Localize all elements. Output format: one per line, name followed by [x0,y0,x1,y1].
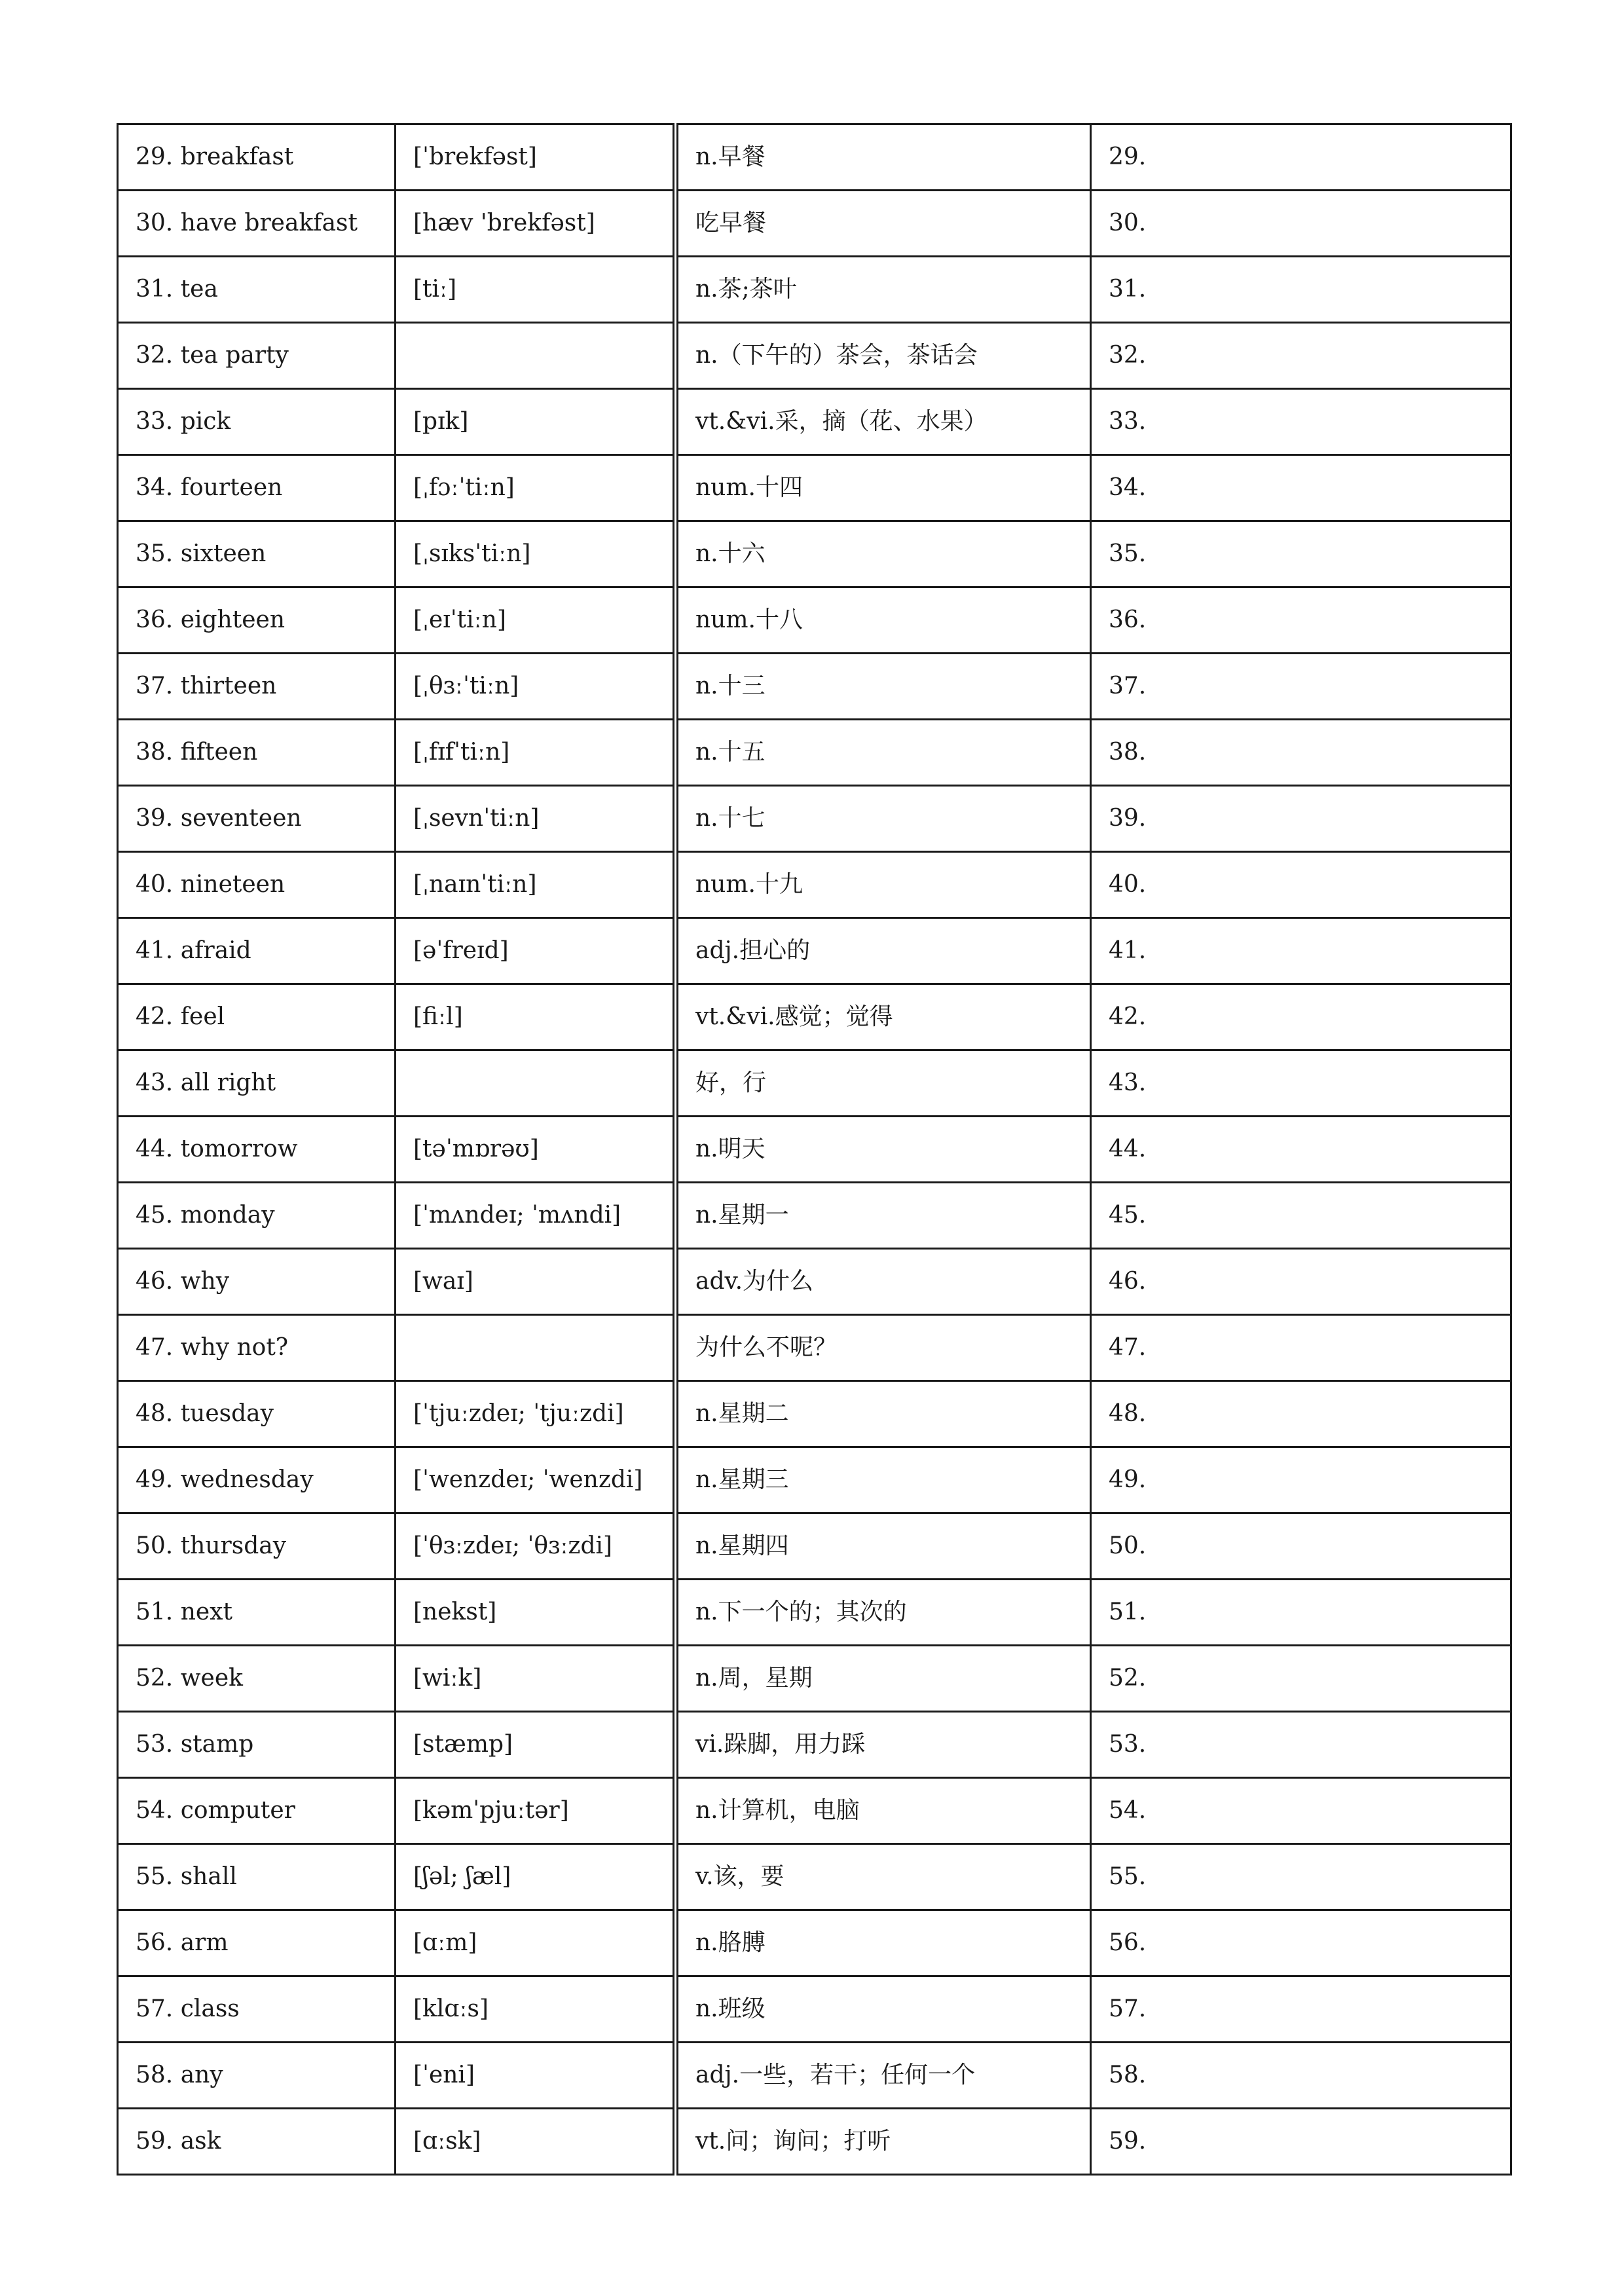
table-row [118,1050,1511,1117]
meaning-cell: n.茶;茶叶 [676,257,1091,323]
phonetic-cell: [kəmˈpjuːtər] [396,1778,676,1844]
word-cell: 42. feel [118,984,396,1050]
word-cell: 44. tomorrow [118,1117,396,1183]
table-row [118,654,1511,720]
answer-number-cell: 31. [1091,257,1511,323]
table-row [118,2043,1511,2109]
phonetic-cell: [əˈfreɪd] [396,918,676,984]
table-row [118,389,1511,455]
phonetic-cell: [hæv 'brekfəst] [396,191,676,257]
table-row [118,918,1511,984]
phonetic-cell: [ˌeɪˈtiːn] [396,587,676,654]
meaning-cell: n.明天 [676,1117,1091,1183]
word-cell: 56. arm [118,1910,396,1976]
word-cell: 39. seventeen [118,786,396,852]
word-cell: 59. ask [118,2109,396,2175]
word-cell: 53. stamp [118,1712,396,1778]
meaning-cell: vt.&vi.采，摘（花、水果） [676,389,1091,455]
phonetic-cell: [ˌsɪksˈtiːn] [396,521,676,587]
answer-number-cell: 33. [1091,389,1511,455]
meaning-cell: n.星期三 [676,1447,1091,1513]
meaning-cell: 好，行 [676,1050,1091,1117]
phonetic-cell: [ˌsevnˈtiːn] [396,786,676,852]
answer-number-cell: 49. [1091,1447,1511,1513]
word-cell: 29. breakfast [118,124,396,191]
phonetic-cell: [ˈeni] [396,2043,676,2109]
phonetic-cell: [stæmp] [396,1712,676,1778]
answer-number-cell: 34. [1091,455,1511,521]
table-row [118,1712,1511,1778]
table-row [118,124,1511,191]
answer-number-cell: 35. [1091,521,1511,587]
answer-number-cell: 45. [1091,1183,1511,1249]
table-row [118,1580,1511,1646]
table-row [118,1910,1511,1976]
word-cell: 34. fourteen [118,455,396,521]
meaning-cell: 吃早餐 [676,191,1091,257]
phonetic-cell [396,1050,676,1117]
answer-number-cell: 32. [1091,323,1511,389]
word-cell: 55. shall [118,1844,396,1910]
phonetic-cell: [ˈθɜːzdeɪ; ˈθɜːzdi] [396,1513,676,1580]
answer-number-cell: 46. [1091,1249,1511,1315]
word-cell: 47. why not? [118,1315,396,1381]
vocabulary-table-body [118,124,1511,2175]
phonetic-cell: [ˌfɪfˈtiːn] [396,720,676,786]
table-row [118,1447,1511,1513]
phonetic-cell: [waɪ] [396,1249,676,1315]
answer-number-cell: 36. [1091,587,1511,654]
table-row [118,1646,1511,1712]
meaning-cell: n.十三 [676,654,1091,720]
answer-number-cell: 59. [1091,2109,1511,2175]
word-cell: 30. have breakfast [118,191,396,257]
answer-number-cell: 52. [1091,1646,1511,1712]
phonetic-cell: [ˌfɔːˈtiːn] [396,455,676,521]
answer-number-cell: 51. [1091,1580,1511,1646]
word-cell: 46. why [118,1249,396,1315]
table-row [118,1513,1511,1580]
meaning-cell: n.早餐 [676,124,1091,191]
meaning-cell: n.十五 [676,720,1091,786]
answer-number-cell: 39. [1091,786,1511,852]
meaning-cell: n.计算机，电脑 [676,1778,1091,1844]
word-cell: 37. thirteen [118,654,396,720]
word-cell: 41. afraid [118,918,396,984]
answer-number-cell: 58. [1091,2043,1511,2109]
meaning-cell: n.胳膊 [676,1910,1091,1976]
meaning-cell: n.十七 [676,786,1091,852]
table-row [118,323,1511,389]
answer-number-cell: 44. [1091,1117,1511,1183]
meaning-cell: num.十八 [676,587,1091,654]
phonetic-cell: [təˈmɒrəʊ] [396,1117,676,1183]
meaning-cell: vt.&vi.感觉；觉得 [676,984,1091,1050]
phonetic-cell: [ˈtjuːzdeɪ; ˈtjuːzdi] [396,1381,676,1447]
word-cell: 48. tuesday [118,1381,396,1447]
meaning-cell: 为什么不呢？ [676,1315,1091,1381]
phonetic-cell: [ɑːm] [396,1910,676,1976]
answer-number-cell: 56. [1091,1910,1511,1976]
table-row [118,1844,1511,1910]
meaning-cell: n.周，星期 [676,1646,1091,1712]
meaning-cell: v.该，要 [676,1844,1091,1910]
meaning-cell: vi.跺脚，用力踩 [676,1712,1091,1778]
phonetic-cell [396,1315,676,1381]
answer-number-cell: 53. [1091,1712,1511,1778]
meaning-cell: n.星期一 [676,1183,1091,1249]
meaning-cell: n.下一个的；其次的 [676,1580,1091,1646]
answer-number-cell: 30. [1091,191,1511,257]
word-cell: 57. class [118,1976,396,2043]
word-cell: 35. sixteen [118,521,396,587]
meaning-cell: adj.一些，若干；任何一个 [676,2043,1091,2109]
word-cell: 40. nineteen [118,852,396,918]
phonetic-cell: [nekst] [396,1580,676,1646]
phonetic-cell: [klɑːs] [396,1976,676,2043]
table-row [118,455,1511,521]
table-row [118,1183,1511,1249]
answer-number-cell: 55. [1091,1844,1511,1910]
meaning-cell: num.十四 [676,455,1091,521]
phonetic-cell: [ɑːsk] [396,2109,676,2175]
answer-number-cell: 40. [1091,852,1511,918]
phonetic-cell: [pɪk] [396,389,676,455]
table-row [118,786,1511,852]
phonetic-cell: [ˌnaɪnˈtiːn] [396,852,676,918]
answer-number-cell: 38. [1091,720,1511,786]
table-row [118,852,1511,918]
word-cell: 54. computer [118,1778,396,1844]
phonetic-cell: [fiːl] [396,984,676,1050]
table-row [118,1778,1511,1844]
answer-number-cell: 54. [1091,1778,1511,1844]
vocabulary-table [117,123,1512,2176]
answer-number-cell: 42. [1091,984,1511,1050]
meaning-cell: vt.问；询问；打听 [676,2109,1091,2175]
word-cell: 52. week [118,1646,396,1712]
phonetic-cell: [ˈbrekfəst] [396,124,676,191]
word-cell: 58. any [118,2043,396,2109]
phonetic-cell: [ˌθɜːˈtiːn] [396,654,676,720]
meaning-cell: adj.担心的 [676,918,1091,984]
table-row [118,984,1511,1050]
phonetic-cell: [ˈmʌndeɪ; ˈmʌndi] [396,1183,676,1249]
answer-number-cell: 29. [1091,124,1511,191]
table-row [118,1381,1511,1447]
meaning-cell: n.十六 [676,521,1091,587]
word-cell: 33. pick [118,389,396,455]
table-row [118,257,1511,323]
word-cell: 45. monday [118,1183,396,1249]
table-row [118,1117,1511,1183]
phonetic-cell [396,323,676,389]
answer-number-cell: 48. [1091,1381,1511,1447]
answer-number-cell: 57. [1091,1976,1511,2043]
answer-number-cell: 41. [1091,918,1511,984]
answer-number-cell: 37. [1091,654,1511,720]
meaning-cell: num.十九 [676,852,1091,918]
answer-number-cell: 43. [1091,1050,1511,1117]
phonetic-cell: [wiːk] [396,1646,676,1712]
table-row [118,191,1511,257]
table-row [118,1249,1511,1315]
phonetic-cell: [tiː] [396,257,676,323]
table-row [118,587,1511,654]
word-cell: 38. fifteen [118,720,396,786]
table-row [118,1315,1511,1381]
table-row [118,521,1511,587]
phonetic-cell: [ˈwenzdeɪ; ˈwenzdi] [396,1447,676,1513]
meaning-cell: n.班级 [676,1976,1091,2043]
word-cell: 50. thursday [118,1513,396,1580]
word-cell: 32. tea party [118,323,396,389]
table-row [118,2109,1511,2175]
word-cell: 49. wednesday [118,1447,396,1513]
word-cell: 51. next [118,1580,396,1646]
answer-number-cell: 47. [1091,1315,1511,1381]
word-cell: 31. tea [118,257,396,323]
answer-number-cell: 50. [1091,1513,1511,1580]
word-cell: 43. all right [118,1050,396,1117]
meaning-cell: n.星期二 [676,1381,1091,1447]
meaning-cell: n.星期四 [676,1513,1091,1580]
word-cell: 36. eighteen [118,587,396,654]
table-row [118,720,1511,786]
table-row [118,1976,1511,2043]
meaning-cell: adv.为什么 [676,1249,1091,1315]
meaning-cell: n.（下午的）茶会，茶话会 [676,323,1091,389]
phonetic-cell: [ʃəl; ʃæl] [396,1844,676,1910]
